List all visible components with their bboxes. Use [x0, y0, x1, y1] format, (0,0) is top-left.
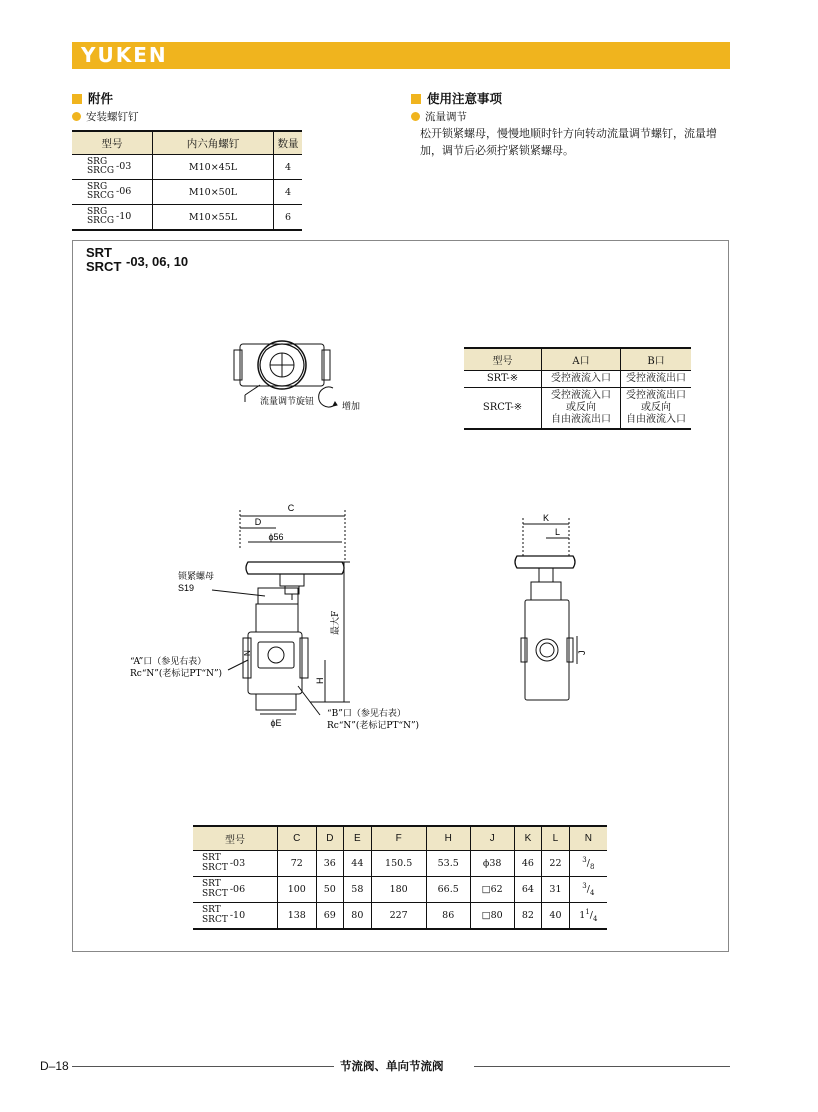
knob-label: 流量调节旋钮: [260, 397, 315, 407]
circle-bullet-icon: [72, 112, 81, 121]
dim-c-label: C: [287, 503, 295, 513]
dim-maxf-label: 最大F: [331, 610, 341, 635]
footer-title: 节流阀、单向节流阀: [340, 1059, 444, 1073]
page-number: D–18: [40, 1059, 69, 1073]
precautions-text: 松开锁紧螺母，慢慢地顺时针方向转动流量调节螺钉，流量增加，调节后必须拧紧锁紧螺母。: [420, 127, 717, 157]
precautions-subheading: [411, 110, 467, 124]
footer-rule-right: [474, 1066, 730, 1067]
col-model: 型号: [72, 131, 153, 155]
dimension-table: 型号 C D E F H J K L N SRT SRCT -03 72 36 44 150.5 53.5 ϕ38 46 22 $^3/_8$ SRT SRCT -06 100 50 58 180 66.5 □62 64 31 $^3/_4$ SRT SRCT -10 138 69 80 227 86 □80 82 40 $1^1/_4$: [193, 825, 607, 930]
side-view-drawing: [505, 510, 595, 710]
header-bar: [72, 42, 730, 69]
circle-bullet-icon: [411, 112, 420, 121]
table-row: SRT-※ 受控液流入口 受控液流出口: [464, 371, 691, 388]
square-bullet-icon: [72, 94, 82, 104]
locknut-size: S19: [178, 583, 195, 593]
dim-n-label: N: [243, 650, 252, 656]
dim-h-label: H: [315, 677, 325, 684]
precautions-heading: [411, 91, 502, 107]
table-row: SRG SRCG -06 M10×50L 4: [72, 180, 302, 205]
dim-l-label: L: [555, 527, 561, 537]
dim-j-label: J: [577, 650, 587, 655]
footer-rule-left: [72, 1066, 334, 1067]
locknut-label: 锁紧螺母: [178, 572, 215, 582]
increase-label: 增加: [342, 402, 361, 412]
port-a-thread: Rc“N”(老标记PT“N”): [130, 669, 223, 679]
square-bullet-icon: [411, 94, 421, 104]
dim-phi56-label: ϕ56: [268, 532, 284, 542]
precautions-title: 使用注意事项: [427, 91, 503, 106]
dim-k-label: K: [542, 513, 550, 523]
dim-d-label: D: [254, 517, 262, 527]
table-row: SRT SRCT -10 138 69 80 227 86 □80 82 40 $1^1/_4$: [193, 903, 607, 930]
table-row: SRG SRCG -03 M10×45L 4: [72, 155, 302, 180]
front-view-drawing: [120, 500, 440, 740]
table-row: SRT SRCT -06 100 50 58 180 66.5 □62 64 31 $^3/_4$: [193, 877, 607, 903]
panel-title-suffix: -03, 06, 10: [126, 254, 189, 269]
port-a-label: “A”口（参见右表）: [130, 657, 207, 667]
port-table: 型号 A口 B口 SRT-※ 受控液流入口 受控液流出口 SRCT-※ 受控液流入口 或反向 自由液流出口 受控液流出口 或反向 自由液流入口: [464, 347, 691, 430]
table-row: SRG SRCG -10 M10×55L 6: [72, 205, 302, 231]
accessories-title: 附件: [88, 91, 114, 106]
screw-table: [72, 130, 302, 231]
col-screw: 内六角螺钉: [153, 131, 274, 155]
top-view-drawing: [230, 330, 380, 415]
accessories-subheading: [72, 110, 139, 124]
port-b-label: “B”口（参见右表）: [327, 709, 406, 719]
precautions-subtitle: 流量调节: [425, 111, 467, 123]
col-qty: 数量: [274, 131, 303, 155]
panel-title: SRT SRCT: [86, 245, 122, 274]
accessories-subtitle: 安装螺钉钉: [86, 111, 139, 123]
accessories-heading: [72, 91, 113, 107]
dim-phie-label: ϕE: [270, 718, 282, 728]
brand-logo: YUKEN: [81, 43, 168, 67]
port-b-thread: Rc“N”(老标记PT“N”): [327, 721, 420, 731]
table-row: SRT SRCT -03 72 36 44 150.5 53.5 ϕ38 46 22 $^3/_8$: [193, 851, 607, 877]
table-row: SRCT-※ 受控液流入口 或反向 自由液流出口 受控液流出口 或反向 自由液流入口: [464, 388, 691, 430]
